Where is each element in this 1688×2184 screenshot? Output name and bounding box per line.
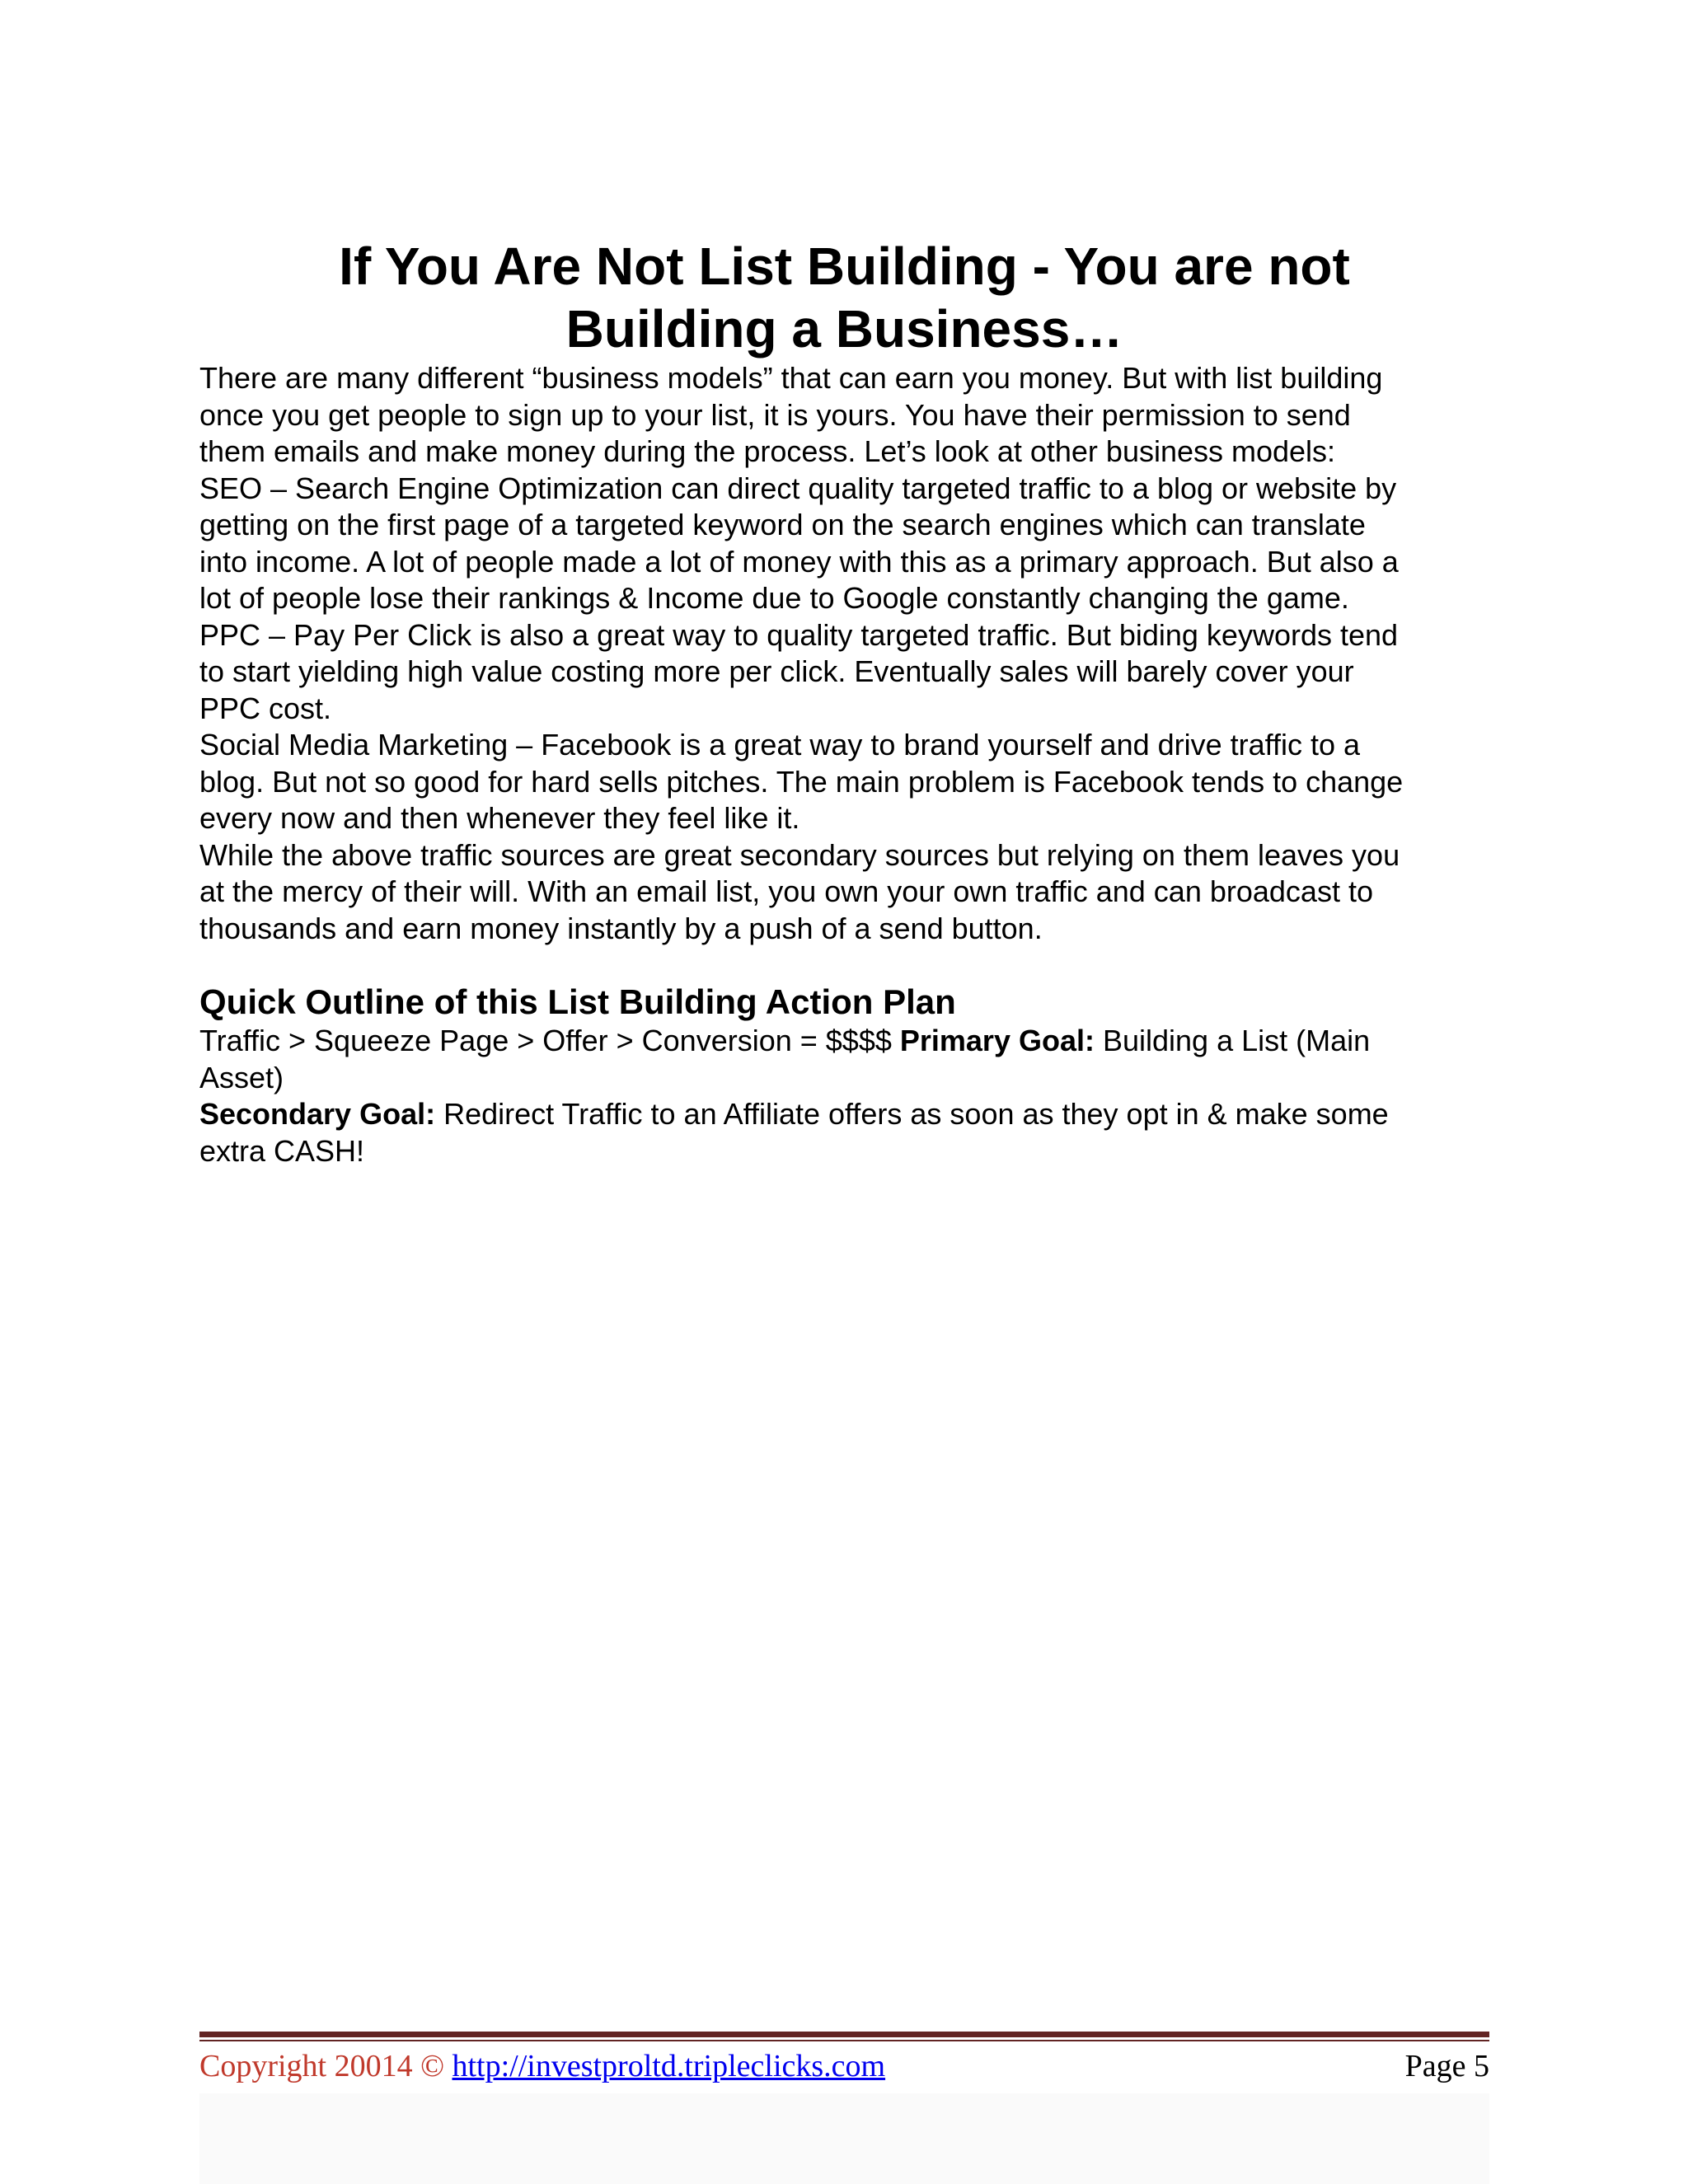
outline-text <box>199 1023 1489 1169</box>
page-footer <box>199 2046 1489 2086</box>
page-title <box>199 235 1489 360</box>
footer-divider <box>199 2032 1489 2041</box>
primary-goal-continuation: Asset) <box>199 1060 284 1094</box>
outline-heading: Quick Outline of this List Building Action Plan <box>199 982 956 1021</box>
page-number: Page 5 <box>1404 2049 1489 2083</box>
body-line: PPC – Pay Per Click is also a great way to quality targeted traffic. But biding keywords tend <box>199 617 1399 652</box>
footer-link[interactable]: http://investproltd.tripleclicks.com <box>452 2049 886 2083</box>
bottom-margin-area <box>199 2093 1489 2184</box>
intro-text <box>199 360 1489 947</box>
copyright-text: Copyright 20014 © <box>199 2049 452 2083</box>
secondary-goal-continuation: extra CASH! <box>199 1133 365 1168</box>
body-line: Social Media Marketing – Facebook is a great way to brand yourself and drive traffic to a <box>199 728 1361 762</box>
title-line-1: If You Are Not List Building - You are not <box>339 237 1350 296</box>
footer-divider-thin <box>199 2040 1489 2041</box>
body-line: once you get people to sign up to your list, it is yours. You have their permission to send <box>199 397 1351 432</box>
primary-goal-text: Building a List (Main <box>1094 1024 1371 1057</box>
body-line: getting on the first page of a targeted keyword on the search engines which can translate <box>199 508 1366 541</box>
body-line: them emails and make money during the process. Let’s look at other business models: <box>199 434 1336 468</box>
page-content <box>199 235 1489 1169</box>
secondary-goal-text: Redirect Traffic to an Affiliate offers as soon as they opt in & make some <box>435 1097 1389 1131</box>
body-line: While the above traffic sources are great secondary sources but relying on them leaves you <box>199 837 1400 872</box>
body-line: every now and then whenever they feel like it. <box>199 801 800 835</box>
secondary-goal-label: Secondary Goal: <box>199 1097 436 1131</box>
outline-flow-line <box>199 1023 1489 1060</box>
body-line: thousands and earn money instantly by a push of a send button. <box>199 911 1043 945</box>
body-line: into income. A lot of people made a lot of money with this as a primary approach. But also a <box>199 544 1399 579</box>
secondary-goal-line <box>199 1096 1489 1133</box>
body-line: to start yielding high value costing more per click. Eventually sales will barely cover your <box>199 654 1354 688</box>
body-line: PPC cost. <box>199 691 332 725</box>
footer-divider-thick <box>199 2032 1489 2037</box>
body-line: lot of people lose their rankings & Income due to Google constantly changing the game. <box>199 581 1349 615</box>
primary-goal-label: Primary Goal: <box>899 1024 1095 1057</box>
body-line: blog. But not so good for hard sells pitches. The main problem is Facebook tends to change <box>199 764 1404 799</box>
body-line: There are many different “business models” that can earn you money. But with list building <box>199 361 1383 395</box>
title-line-2: Building a Business… <box>565 299 1123 359</box>
outline-flow: Traffic > Squeeze Page > Offer > Conversion = $$$$ <box>199 1024 900 1057</box>
body-line: at the mercy of their will. With an email list, you own your own traffic and can broadcast to <box>199 874 1373 908</box>
body-line: SEO – Search Engine Optimization can direct quality targeted traffic to a blog or website by <box>199 471 1397 505</box>
